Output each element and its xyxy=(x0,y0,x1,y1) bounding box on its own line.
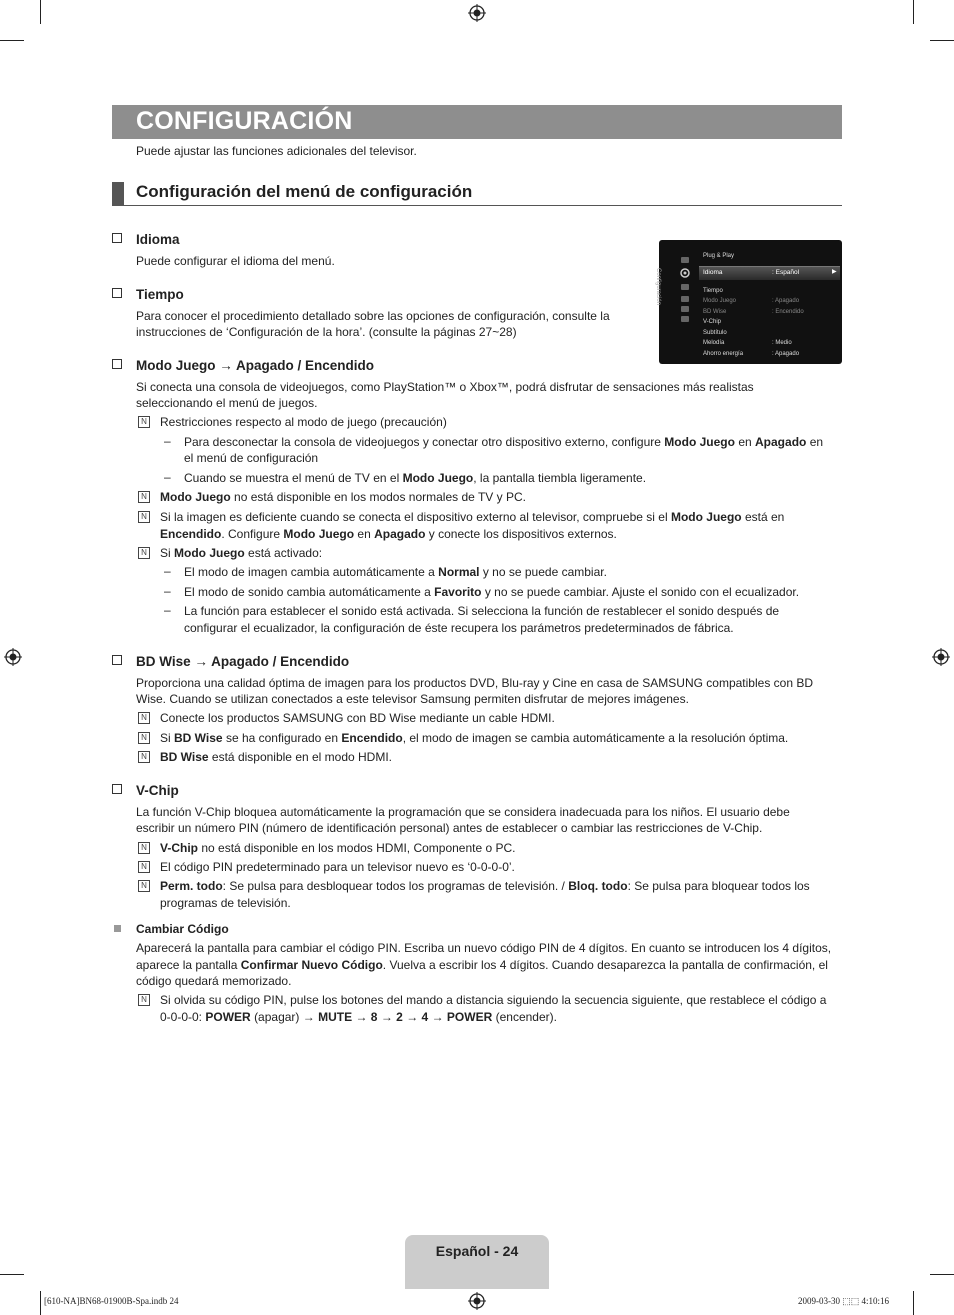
tv-menu-row-label: Ahorro energía xyxy=(703,351,744,357)
item-text: Si conecta una consola de videojuegos, como PlayStation™ o Xbox™, podrá disfrutar de sensaciones más realistas xyxy=(136,380,754,394)
tv-menu-row-label: Plug & Play xyxy=(703,253,735,259)
dash-bullet: – xyxy=(164,470,171,484)
tv-menu-row-value: : Encendido xyxy=(772,309,804,315)
crop-mark xyxy=(930,1274,954,1275)
tv-menu-screenshot xyxy=(655,240,842,364)
note-text: Si la imagen es deficiente cuando se conecta el dispositivo externo al televisor, compruebe si el Modo Juego está en xyxy=(160,510,785,524)
note-icon: N xyxy=(138,491,150,503)
note-text: BD Wise está disponible en el modo HDMI. xyxy=(160,750,393,764)
note-text: Si Modo Juego está activado: xyxy=(160,546,323,560)
note-icon: N xyxy=(138,751,150,763)
note-icon: N xyxy=(138,416,150,428)
page-number: Español - 24 xyxy=(435,1243,519,1259)
tv-menu-side-label: Configuración xyxy=(655,268,661,306)
crop-mark xyxy=(930,40,954,41)
dash-bullet: – xyxy=(164,603,171,617)
item-text: Wise. Cuando se utilizan conectados a este televisor Samsung permiten disfrutar de mejores imágenes. xyxy=(136,692,689,706)
note-text: Modo Juego no está disponible en los modos normales de TV y PC. xyxy=(160,490,526,504)
item-text: código quedará memorizado. xyxy=(136,974,292,988)
note-text: Si BD Wise se ha configurado en Encendido, el modo de imagen se cambia automáticamente a la resolución óptima. xyxy=(160,731,789,745)
footer-file: [610-NA]BN68-01900B-Spa.indb 24 xyxy=(44,1296,179,1306)
crop-mark xyxy=(40,0,41,24)
section-divider xyxy=(112,205,842,206)
arrow-right-icon: ▶ xyxy=(832,269,837,275)
page-number-tab xyxy=(405,1235,549,1289)
item-modo-juego xyxy=(112,358,374,373)
crop-mark xyxy=(40,1291,41,1315)
subitem-title: Cambiar Código xyxy=(136,922,229,936)
section-title: Configuración del menú de configuración xyxy=(136,182,473,201)
note-text: Restricciones respecto al modo de juego (precaución) xyxy=(160,415,447,429)
page-title: CONFIGURACIÓN xyxy=(136,107,353,135)
note-icon: N xyxy=(138,994,150,1006)
page-title-band xyxy=(112,105,842,139)
checkbox-bullet-icon xyxy=(112,233,122,243)
tv-menu-row-label: Idioma xyxy=(703,269,723,276)
item-title: Modo Juego → Apagado / Encendido xyxy=(136,358,374,373)
tv-menu-row-value: : Medio xyxy=(772,340,792,346)
item-text: Aparecerá la pantalla para cambiar el código PIN. Escriba un nuevo código PIN de 4 dígitos. En cuanto se introducen los 4 dígitos, xyxy=(136,941,832,955)
crop-mark xyxy=(0,40,24,41)
note-text: V-Chip no está disponible en los modos HDMI, Componente o PC. xyxy=(160,841,516,855)
item-text: Para conocer el procedimiento detallado sobre las opciones de configuración, consulte la xyxy=(136,309,610,323)
square-bullet-icon xyxy=(114,925,121,932)
note-text: programas de televisión. xyxy=(160,896,291,910)
item-text: escribir un número PIN (número de identificación personal) antes de establecer o cambiar las restricciones de V-Chip. xyxy=(136,821,763,835)
item-title: Idioma xyxy=(136,232,180,247)
note-text: Para desconectar la consola de videojuegos y conectar otro dispositivo externo, configure Modo Juego en Apagado en xyxy=(184,435,824,449)
crop-mark xyxy=(0,1274,24,1275)
item-text: Proporciona una calidad óptima de imagen para los productos DVD, Blu-ray y Cine en casa de SAMSUNG compatibles con BD xyxy=(136,676,814,690)
note-icon: N xyxy=(138,880,150,892)
registration-mark-icon xyxy=(468,1292,486,1310)
note-text: 0-0-0-0: POWER (apagar) → MUTE → 8 → 2 → 4 → POWER (encender). xyxy=(160,1010,557,1024)
note-text: Conecte los productos SAMSUNG con BD Wise mediante un cable HDMI. xyxy=(160,711,555,725)
registration-mark-icon xyxy=(4,648,22,666)
tv-menu-row-label: Melodía xyxy=(703,340,725,346)
note-text: El modo de sonido cambia automáticamente a Favorito y no se puede cambiar. Ajuste el sonido con el ecualizador. xyxy=(184,585,800,599)
gear-icon xyxy=(679,267,691,279)
menu-input-icon xyxy=(681,306,689,312)
menu-sound-icon xyxy=(681,284,689,290)
item-title: V-Chip xyxy=(136,783,179,798)
menu-support-icon xyxy=(681,316,689,322)
note-text: Perm. todo: Se pulsa para desbloquear todos los programas de televisión. / Bloq. todo: Se pulsa para bloquear todos los xyxy=(160,879,810,893)
item-text: instrucciones de ‘Configuración de la hora’. (consulte la páginas 27~28) xyxy=(136,325,517,339)
crop-mark xyxy=(913,1291,914,1315)
item-text: La función V-Chip bloquea automáticamente la programación que se considera inadecuada para los niños. El usuario debe xyxy=(136,805,790,819)
item-text: aparece la pantalla Confirmar Nuevo Código. Vuelva a escribir los 4 dígitos. Cuando desaparezca la pantalla de confirmación, el xyxy=(136,958,828,972)
dash-bullet: – xyxy=(164,564,171,578)
item-vchip xyxy=(112,783,179,798)
item-idioma xyxy=(112,232,180,247)
tv-menu-row-value: : Apagado xyxy=(772,351,800,357)
note-text: Cuando se muestra el menú de TV en el Modo Juego, la pantalla tiembla ligeramente. xyxy=(184,471,647,485)
crop-mark xyxy=(913,0,914,24)
note-text: el menú de configuración xyxy=(184,451,319,465)
note-icon: N xyxy=(138,861,150,873)
tv-menu-row-value: : Apagado xyxy=(772,298,800,304)
item-title: BD Wise → Apagado / Encendido xyxy=(136,654,350,669)
item-text: seleccionando el menú de juegos. xyxy=(136,396,318,410)
note-icon: N xyxy=(138,547,150,559)
note-text: El código PIN predeterminado para un televisor nuevo es ‘0-0-0-0’. xyxy=(160,860,515,874)
registration-mark-icon xyxy=(468,4,486,22)
item-tiempo xyxy=(112,287,184,302)
note-text: configurar el ecualizador, la configuración de éste recupera los parámetros predeterminados de fábrica. xyxy=(184,621,734,635)
footer-date: 2009-03-30 ⬚⬚ 4:10:16 xyxy=(798,1296,890,1306)
note-text: La función para establecer el sonido está activada. Si selecciona la función de restablecer el sonido después de xyxy=(184,604,780,618)
note-text: Encendido. Configure Modo Juego en Apagado y conecte los dispositivos externos. xyxy=(160,527,617,541)
note-icon: N xyxy=(138,842,150,854)
tv-menu-row-label: Tiempo xyxy=(703,288,723,294)
note-icon: N xyxy=(138,712,150,724)
note-icon: N xyxy=(138,732,150,744)
item-bd-wise xyxy=(112,654,349,669)
dash-bullet: – xyxy=(164,584,171,598)
tv-menu-row-label: BD Wise xyxy=(703,309,727,315)
tv-menu-row-value: : Español xyxy=(772,269,800,276)
checkbox-bullet-icon xyxy=(112,359,122,369)
note-text: Si olvida su código PIN, pulse los botones del mando a distancia siguiendo la secuencia siguiente, que restablece el código a xyxy=(160,993,827,1007)
menu-channel-icon xyxy=(681,296,689,302)
tv-menu-row-label: Subtítulo xyxy=(703,330,727,336)
registration-mark-icon xyxy=(932,648,950,666)
item-title: Tiempo xyxy=(136,287,184,302)
checkbox-bullet-icon xyxy=(112,655,122,665)
menu-picture-icon xyxy=(681,257,689,263)
checkbox-bullet-icon xyxy=(112,784,122,794)
tv-menu-row-label: V-Chip xyxy=(703,319,722,325)
tv-menu-row-label: Modo Juego xyxy=(703,298,737,304)
note-text: El modo de imagen cambia automáticamente a Normal y no se puede cambiar. xyxy=(184,565,607,579)
section-marker xyxy=(112,182,124,205)
checkbox-bullet-icon xyxy=(112,288,122,298)
dash-bullet: – xyxy=(164,434,171,448)
intro-text: Puede ajustar las funciones adicionales del televisor. xyxy=(136,144,417,158)
note-icon: N xyxy=(138,511,150,523)
item-text: Puede configurar el idioma del menú. xyxy=(136,254,335,268)
